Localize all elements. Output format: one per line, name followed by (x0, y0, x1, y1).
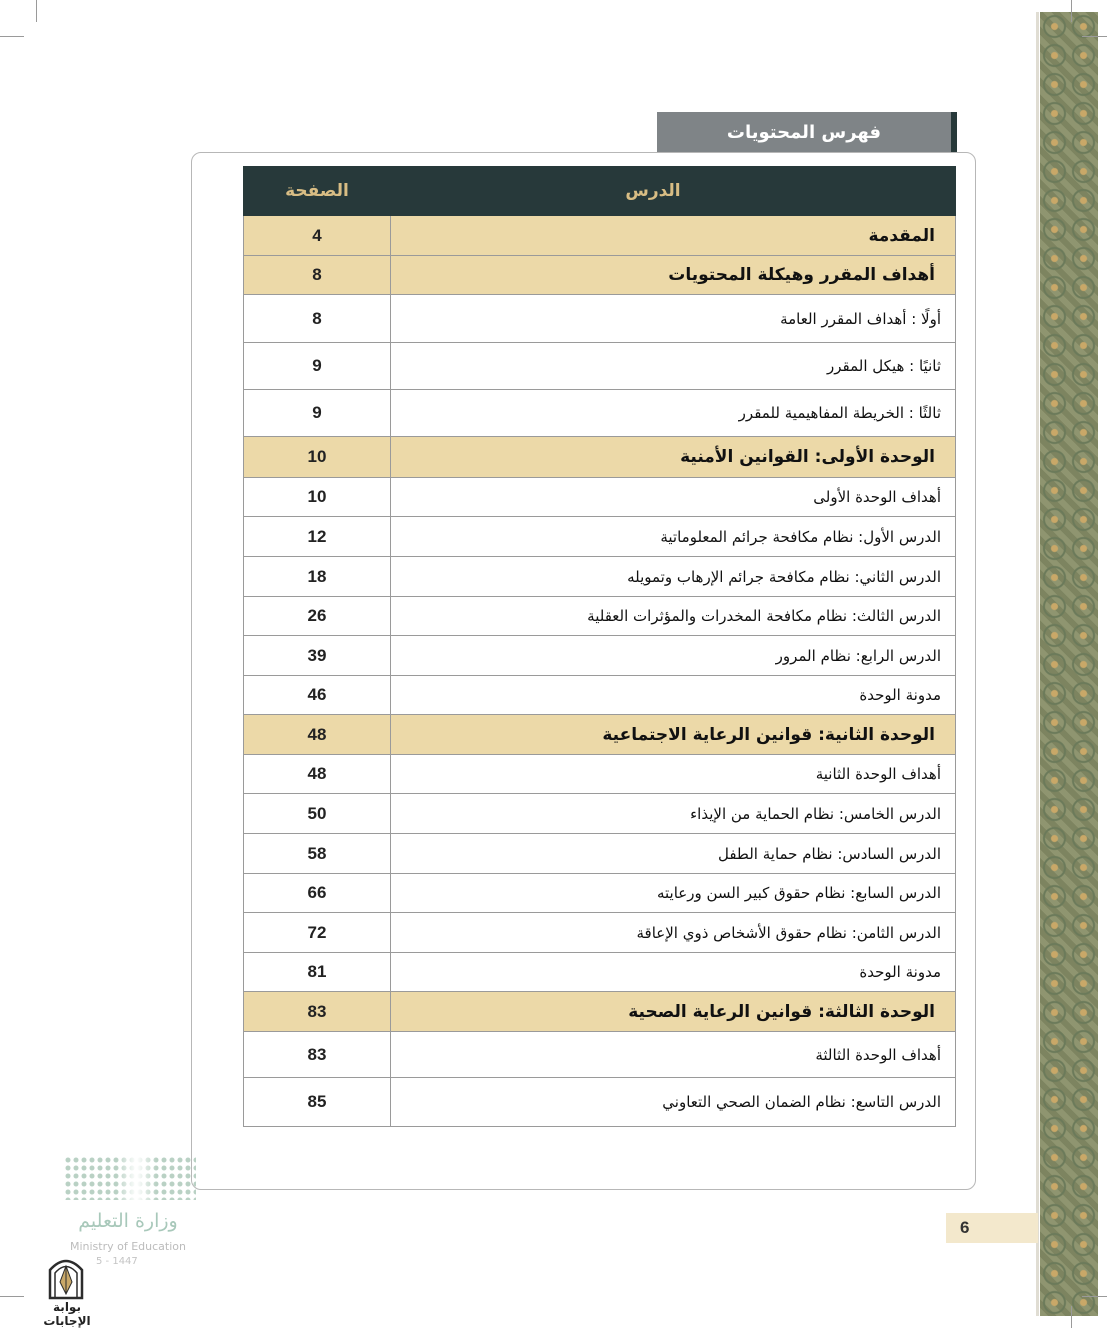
table-row (244, 478, 956, 517)
lesson-title: الدرس الرابع: نظام المرور (391, 636, 956, 676)
table-row (244, 597, 956, 636)
ministry-dots-icon (64, 1156, 196, 1200)
lesson-title: الوحدة الثالثة: قوانين الرعاية الصحية (391, 992, 956, 1032)
table-row (244, 676, 956, 715)
table-row (244, 874, 956, 913)
crop-mark (1082, 1296, 1107, 1297)
page-number: 6 (946, 1213, 1038, 1243)
gate-pen-icon (46, 1254, 86, 1300)
lesson-title: الدرس الثالث: نظام مكافحة المخدرات والمؤثرات العقلية (391, 597, 956, 636)
lesson-page: 10 (244, 478, 391, 517)
table-row (244, 295, 956, 343)
lesson-title: الدرس الخامس: نظام الحماية من الإيذاء (391, 794, 956, 834)
lesson-page: 83 (244, 992, 391, 1032)
lesson-page: 9 (244, 343, 391, 390)
lesson-page: 48 (244, 755, 391, 794)
contents-table (243, 166, 956, 1127)
lesson-title: أهداف المقرر وهيكلة المحتويات (391, 256, 956, 295)
crop-mark (36, 0, 37, 22)
table-row (244, 715, 956, 755)
lesson-page: 26 (244, 597, 391, 636)
ministry-year: 5 - 1447 (96, 1256, 138, 1267)
lesson-title: أولًا : أهداف المقرر العامة (391, 295, 956, 343)
lesson-page: 72 (244, 913, 391, 953)
lesson-page: 10 (244, 437, 391, 478)
lesson-title: أهداف الوحدة الثالثة (391, 1032, 956, 1078)
table-row (244, 517, 956, 557)
lesson-page: 81 (244, 953, 391, 992)
lesson-page: 48 (244, 715, 391, 755)
lesson-page: 8 (244, 256, 391, 295)
column-header-lesson: الدرس (391, 167, 956, 216)
table-header-row (244, 167, 956, 216)
lesson-title: الوحدة الأولى: القوانين الأمنية (391, 437, 956, 478)
table-row (244, 834, 956, 874)
table-row (244, 437, 956, 478)
lesson-page: 39 (244, 636, 391, 676)
lesson-page: 46 (244, 676, 391, 715)
table-row (244, 953, 956, 992)
crop-mark (0, 1296, 24, 1297)
lesson-page: 58 (244, 834, 391, 874)
lesson-page: 4 (244, 216, 391, 256)
lesson-title: الدرس الثامن: نظام حقوق الأشخاص ذوي الإعاقة (391, 913, 956, 953)
lesson-title: ثانيًا : هيكل المقرر (391, 343, 956, 390)
lesson-title: الدرس السابع: نظام حقوق كبير السن ورعايته (391, 874, 956, 913)
border-line (1036, 12, 1039, 1316)
table-row (244, 557, 956, 597)
page-title: فهرس المحتويات (657, 112, 957, 152)
table-row (244, 794, 956, 834)
lesson-title: أهداف الوحدة الثانية (391, 755, 956, 794)
lesson-page: 85 (244, 1078, 391, 1127)
lesson-title: الدرس السادس: نظام حماية الطفل (391, 834, 956, 874)
lesson-page: 18 (244, 557, 391, 597)
crop-mark (1082, 36, 1107, 37)
table-row (244, 216, 956, 256)
site-logo (28, 1254, 106, 1328)
lesson-title: المقدمة (391, 216, 956, 256)
table-row (244, 636, 956, 676)
table-row (244, 755, 956, 794)
lesson-page: 83 (244, 1032, 391, 1078)
lesson-page: 9 (244, 390, 391, 437)
column-header-page: الصفحة (244, 167, 391, 216)
lesson-page: 12 (244, 517, 391, 557)
lesson-page: 50 (244, 794, 391, 834)
table-row (244, 390, 956, 437)
lesson-page: 8 (244, 295, 391, 343)
table-row (244, 1078, 956, 1127)
crop-mark (1071, 1306, 1072, 1328)
lesson-title: ثالثًا : الخريطة المفاهيمية للمقرر (391, 390, 956, 437)
table-row (244, 913, 956, 953)
crop-mark (1071, 0, 1072, 22)
lesson-title: الدرس الثاني: نظام مكافحة جرائم الإرهاب وتمويله (391, 557, 956, 597)
lesson-title: الدرس الأول: نظام مكافحة جرائم المعلوماتية (391, 517, 956, 557)
ministry-name-en: Ministry of Education (69, 1240, 186, 1253)
lesson-title: أهداف الوحدة الأولى (391, 478, 956, 517)
lesson-title: مدونة الوحدة (391, 953, 956, 992)
crop-mark (0, 36, 24, 37)
table-row (244, 992, 956, 1032)
table-row (244, 343, 956, 390)
ministry-name-ar: وزارة التعليم (78, 1210, 178, 1232)
lesson-page: 66 (244, 874, 391, 913)
table-row (244, 1032, 956, 1078)
site-logo-text: بوابة الإجابات (43, 1300, 91, 1328)
decorative-pattern-strip (1040, 12, 1098, 1316)
table-row (244, 256, 956, 295)
table-body (244, 216, 956, 1127)
lesson-title: الوحدة الثانية: قوانين الرعاية الاجتماعية (391, 715, 956, 755)
lesson-title: الدرس التاسع: نظام الضمان الصحي التعاوني (391, 1078, 956, 1127)
lesson-title: مدونة الوحدة (391, 676, 956, 715)
